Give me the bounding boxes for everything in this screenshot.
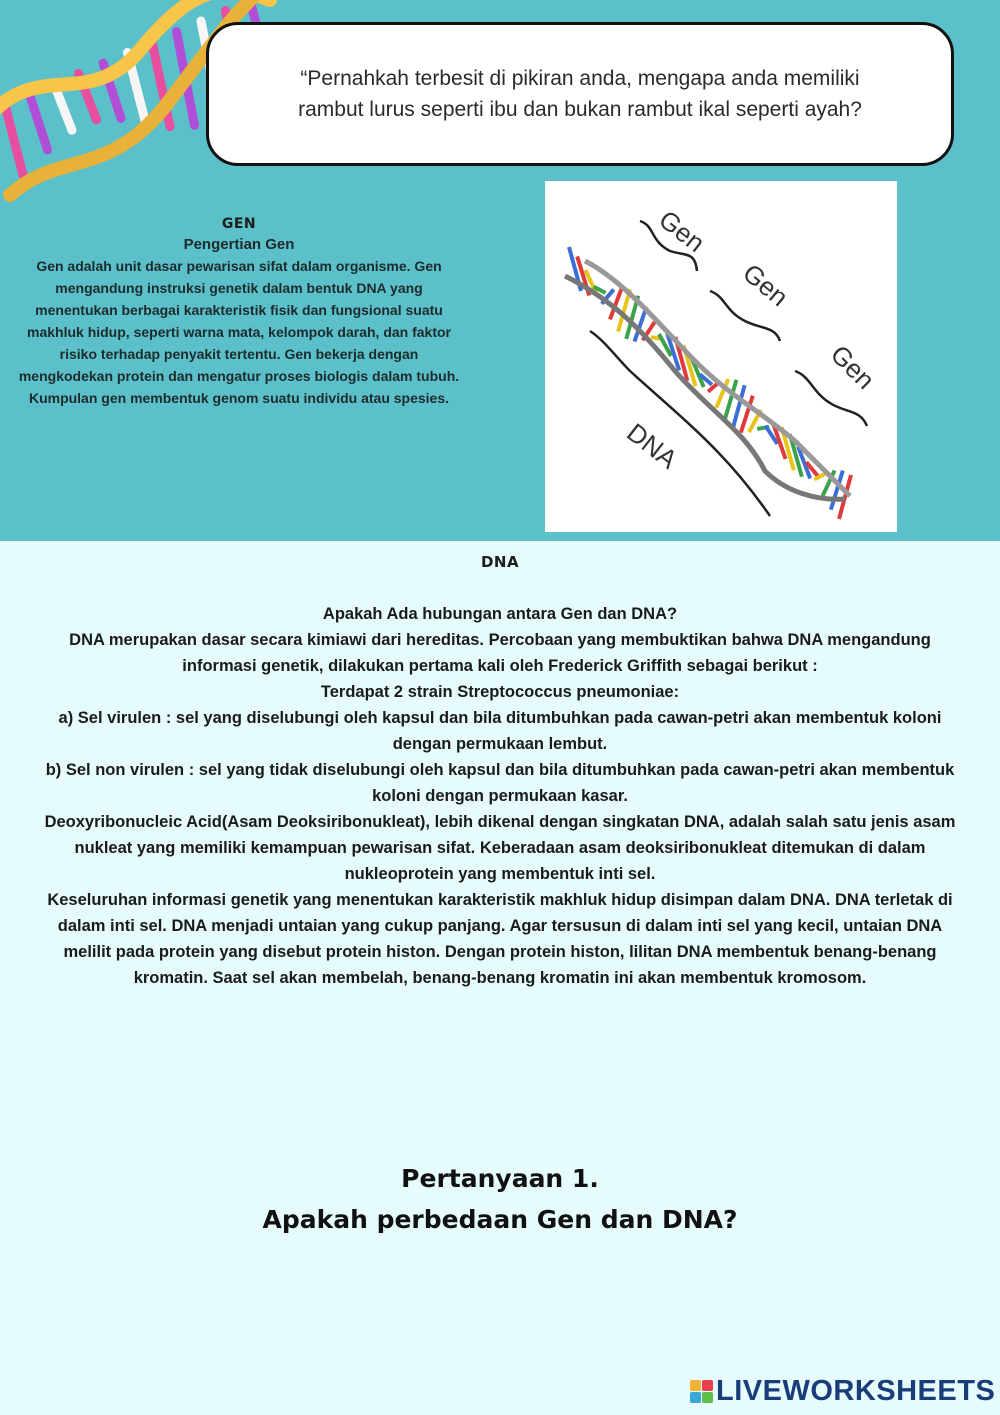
question-text: Apakah perbedaan Gen dan DNA? bbox=[262, 1205, 738, 1234]
intro-quote-text: “Pernahkah terbesit di pikiran anda, mengapa anda memiliki rambut lurus seperti ibu dan bukan rambut ikal seperti ayah? bbox=[298, 67, 862, 121]
dna-paragraph: Keseluruhan informasi genetik yang menentukan karakteristik makhluk hidup disimpan dalam DNA. DNA terletak di dalam inti sel. DNA menjadi untaian yang cukup panjang. Agar tersusun di dalam inti sel yang kecil, untaian DNA melilit pada protein yang disebut protein histon. Dengan protein histon, lilitan DNA membentuk benang-benang kromatin. Saat sel akan membelah, benang-benang kromatin ini akan membentuk kromosom. bbox=[47, 891, 953, 987]
dna-paragraph: Deoxyribonucleic Acid(Asam Deoksiribonukleat), lebih dikenal dengan singkatan DNA, adalah salah satu jenis asam nukleat yang memiliki kemampuan pewarisan sifat. Keberadaan asam deoksiribonukleat ditemukan di dalam nukleoprotein yang membentuk inti sel. bbox=[44, 813, 956, 883]
dna-gene-diagram bbox=[545, 181, 897, 532]
dna-question: Apakah Ada hubungan antara Gen dan DNA? bbox=[322, 605, 678, 623]
gen-heading: GEN bbox=[221, 216, 257, 232]
question-title: Pertanyaan 1. bbox=[401, 1164, 599, 1193]
question-block bbox=[150, 1158, 850, 1240]
figure-label-gen-1: Gen bbox=[653, 204, 711, 258]
dna-paragraph: a) Sel virulen : sel yang diselubungi oleh kapsul dan bila ditumbuhkan pada cawan-petri akan membentuk koloni dengan permukaan lembut. bbox=[58, 709, 942, 753]
figure-label-dna: DNA bbox=[621, 417, 684, 475]
dna-gene-diagram-svg bbox=[545, 181, 897, 532]
dna-paragraph: DNA merupakan dasar secara kimiawi dari hereditas. Percobaan yang membuktikan bahwa DNA mengandung informasi genetik, dilakukan pertama kali oleh Frederick Griffith sebagai berikut : bbox=[69, 631, 931, 675]
gen-definition-text: Gen adalah unit dasar pewarisan sifat dalam organisme. Gen mengandung instruksi genetik dalam bentuk DNA yang menentukan berbagai karakteristik fisik dan fungsional suatu makhluk hidup, seperti warna mata, kelompok darah, dan faktor risiko terhadap penyakit tertentu. Gen bekerja dengan mengkodekan protein dan mengatur proses biologis dalam tubuh. Kumpulan gen membentuk genom suatu individu atau spesies. bbox=[18, 258, 460, 406]
intro-quote-box bbox=[206, 22, 954, 166]
liveworksheets-logo[interactable] bbox=[690, 1374, 995, 1408]
figure-label-gen-2: Gen bbox=[737, 257, 795, 313]
liveworksheets-logo-icon bbox=[690, 1380, 713, 1403]
figure-label-gen-3: Gen bbox=[824, 339, 881, 396]
helix-rung bbox=[30, 95, 48, 150]
helix-rung bbox=[5, 105, 23, 175]
dna-heading: DNA bbox=[480, 553, 520, 571]
gen-section bbox=[16, 216, 462, 409]
dna-paragraph: Terdapat 2 strain Streptococcus pneumoniae: bbox=[320, 683, 680, 701]
liveworksheets-logo-text: LIVEWORKSHEETS bbox=[716, 1374, 996, 1407]
gen-subheading: Pengertian Gen bbox=[183, 236, 295, 253]
dna-section bbox=[40, 553, 960, 991]
dna-paragraph: b) Sel non virulen : sel yang tidak diselubungi oleh kapsul dan bila ditumbuhkan pada cawan-petri akan membentuk koloni dengan permukaan kasar. bbox=[45, 761, 955, 805]
